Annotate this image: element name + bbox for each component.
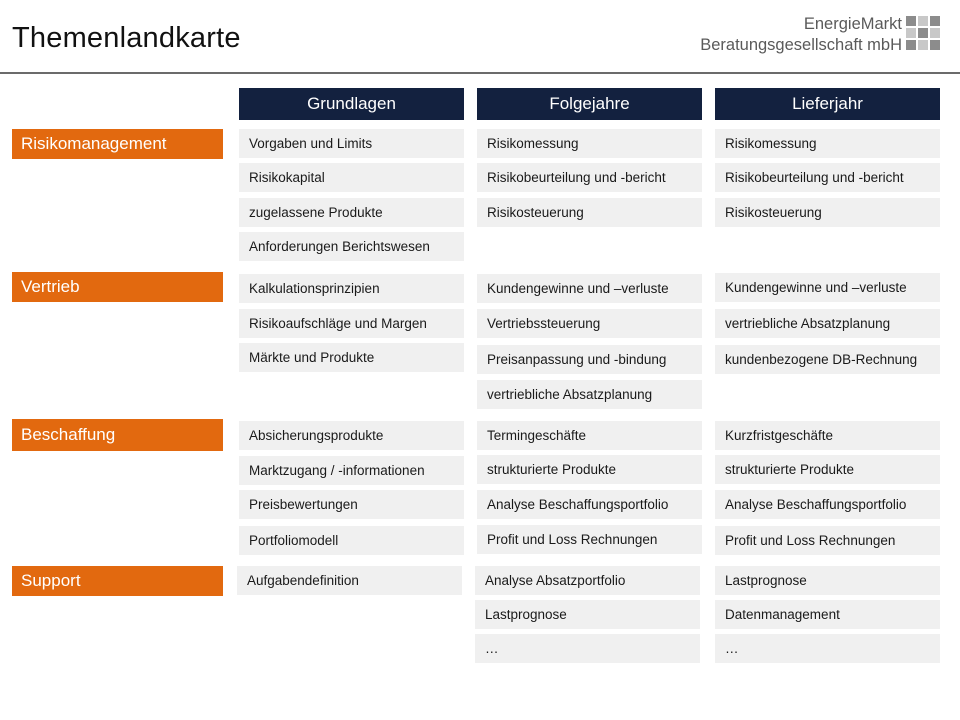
topic-cell: Risikomessung (477, 129, 702, 158)
logo-line-1: EnergieMarkt (803, 15, 902, 33)
topic-cell: Kurzfristgeschäfte (715, 421, 940, 450)
topic-cell: Datenmanagement (715, 600, 940, 629)
topic-cell: Risikobeurteilung und -bericht (477, 163, 702, 192)
topic-cell: zugelassene Produkte (239, 198, 464, 227)
topic-cell: Portfoliomodell (239, 526, 464, 555)
topic-cell: Risikosteuerung (715, 198, 940, 227)
topic-cell: Analyse Beschaffungsportfolio (477, 490, 702, 519)
topic-cell: Profit und Loss Rechnungen (715, 526, 940, 555)
topic-cell: Preisanpassung und -bindung (477, 345, 702, 374)
topic-cell: vertriebliche Absatzplanung (715, 309, 940, 338)
topic-cell: strukturierte Produkte (477, 455, 702, 484)
topic-cell: Kundengewinne und –verluste (715, 273, 940, 302)
topic-cell: Termingeschäfte (477, 421, 702, 450)
row-label-vertrieb: Vertrieb (12, 272, 223, 302)
topic-cell: Kalkulationsprinzipien (239, 274, 464, 303)
column-header-lieferjahr: Lieferjahr (715, 88, 940, 120)
topic-cell: Risikomessung (715, 129, 940, 158)
row-label-beschaffung: Beschaffung (12, 419, 223, 451)
topic-cell: Absicherungsprodukte (239, 421, 464, 450)
row-label-support: Support (12, 566, 223, 596)
topic-cell: Lastprognose (715, 566, 940, 595)
topic-cell: Marktzugang / -informationen (239, 456, 464, 485)
row-label-risikomanagement: Risikomanagement (12, 129, 223, 159)
header-divider (0, 72, 960, 74)
logo-text (700, 14, 902, 56)
topic-cell: Risikobeurteilung und -bericht (715, 163, 940, 192)
topic-cell: Risikokapital (239, 163, 464, 192)
column-header-grundlagen: Grundlagen (239, 88, 464, 120)
topic-cell: … (715, 634, 940, 663)
topic-cell: Preisbewertungen (239, 490, 464, 519)
topic-cell: Vertriebssteuerung (477, 309, 702, 338)
page-title: Themenlandkarte (12, 22, 241, 54)
topic-cell: Vorgaben und Limits (239, 129, 464, 158)
topic-cell: Risikoaufschläge und Margen (239, 309, 464, 338)
column-header-folgejahre: Folgejahre (477, 88, 702, 120)
topic-cell: Profit und Loss Rechnungen (477, 525, 702, 554)
logo-line-2: Beratungsgesellschaft mbH (700, 36, 902, 54)
topic-cell: strukturierte Produkte (715, 455, 940, 484)
topic-cell: Aufgabendefinition (237, 566, 462, 595)
topic-cell: Lastprognose (475, 600, 700, 629)
topic-cell: Märkte und Produkte (239, 343, 464, 372)
topic-cell: Kundengewinne und –verluste (477, 274, 702, 303)
topic-cell: vertriebliche Absatzplanung (477, 380, 702, 409)
topic-cell: … (475, 634, 700, 663)
topic-cell: Risikosteuerung (477, 198, 702, 227)
topic-cell: kundenbezogene DB-Rechnung (715, 345, 940, 374)
topic-cell: Analyse Beschaffungsportfolio (715, 490, 940, 519)
topic-cell: Analyse Absatzportfolio (475, 566, 700, 595)
topic-cell: Anforderungen Berichtswesen (239, 232, 464, 261)
grid-squares-icon (906, 16, 942, 52)
